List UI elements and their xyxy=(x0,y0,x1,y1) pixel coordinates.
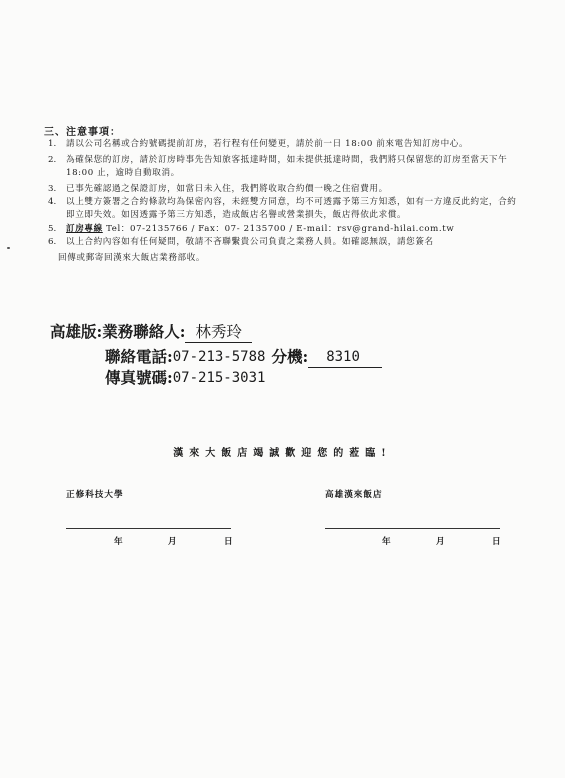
note-item xyxy=(44,196,524,222)
fax-number: 07-215-3031 xyxy=(172,370,266,386)
note-text: 以上雙方簽署之合約條款均為保密內容，未經雙方同意，均不可透露予第三方知悉，如有一方違反此約定，合約即立即失效。如因透露予第三方知悉，造成飯店名譽或營業損失，飯店得依此求償。 xyxy=(66,197,517,220)
month-label: 月 xyxy=(168,537,177,547)
extension-number: 8310 xyxy=(308,347,382,368)
date-right xyxy=(382,535,501,547)
note-number: 3. xyxy=(48,184,57,194)
note-text xyxy=(66,223,524,236)
contact-person-name: 林秀玲 xyxy=(185,322,252,343)
note-item xyxy=(44,223,524,236)
scan-speck xyxy=(7,247,10,249)
signatory-left: 正修科技大學 xyxy=(66,490,124,500)
booking-hotline-contact: Tel：07-2135766 / Fax：07- 2135700 / E-mail：rsv@grand-hilai.com.tw xyxy=(102,224,455,234)
note-item xyxy=(44,183,524,196)
note-number: 6. xyxy=(48,237,57,247)
welcome-message: 漢來大飯店竭誠歡迎您的蒞臨! xyxy=(173,448,392,459)
year-label: 年 xyxy=(114,537,123,547)
note-item xyxy=(44,154,524,180)
note-text: 以上合約內容如有任何疑問，敬請不吝聯繫貴公司負責之業務人員。如確認無誤，請您簽名 xyxy=(66,237,434,247)
phone-row xyxy=(50,347,382,368)
signature-line-right xyxy=(325,528,500,529)
phone-label: 聯絡電話: xyxy=(105,347,173,366)
contact-block xyxy=(50,322,382,388)
note-item xyxy=(44,138,524,151)
day-label: 日 xyxy=(492,537,501,547)
fax-row xyxy=(50,368,382,388)
note-text-continued: 回傳或郵寄回漢來大飯店業務部收。 xyxy=(58,253,206,263)
note-text: 已事先確認過之保證訂房，如當日未入住，我們將收取合約價一晚之住宿費用。 xyxy=(66,184,388,194)
booking-hotline-label: 訂房專線 xyxy=(66,224,103,234)
note-number: 4. xyxy=(48,197,57,207)
section-title: 三、注意事項： xyxy=(44,127,121,138)
notes-list xyxy=(44,138,524,265)
date-left xyxy=(114,535,233,547)
contact-person-row xyxy=(50,322,382,343)
note-text: 為確保您的訂房，請於訂房時事先告知旅客抵達時間，如未提供抵達時間，我們將只保留您的訂房至當天下午 18:00 止，逾時自動取消。 xyxy=(66,155,508,178)
signatory-right: 高雄漢來飯店 xyxy=(325,490,383,500)
month-label: 月 xyxy=(436,537,445,547)
person-label: 業務聯絡人: xyxy=(102,322,186,341)
note-text: 請以公司名稱或合約號碼提前訂房，若行程有任何變更，請於前一日 18:00 前來電告知訂房中心。 xyxy=(66,139,469,149)
phone-number: 07-213-5788 xyxy=(172,349,266,365)
extension-label: 分機: xyxy=(271,347,309,366)
day-label: 日 xyxy=(224,537,233,547)
region-label: 高雄版: xyxy=(50,322,103,341)
note-number: 5. xyxy=(48,224,57,234)
fax-label: 傳真號碼: xyxy=(105,368,173,387)
note-item xyxy=(44,236,524,249)
year-label: 年 xyxy=(382,537,391,547)
note-number: 2. xyxy=(48,155,57,165)
signature-line-left xyxy=(66,528,231,529)
note-number: 1. xyxy=(48,139,57,149)
